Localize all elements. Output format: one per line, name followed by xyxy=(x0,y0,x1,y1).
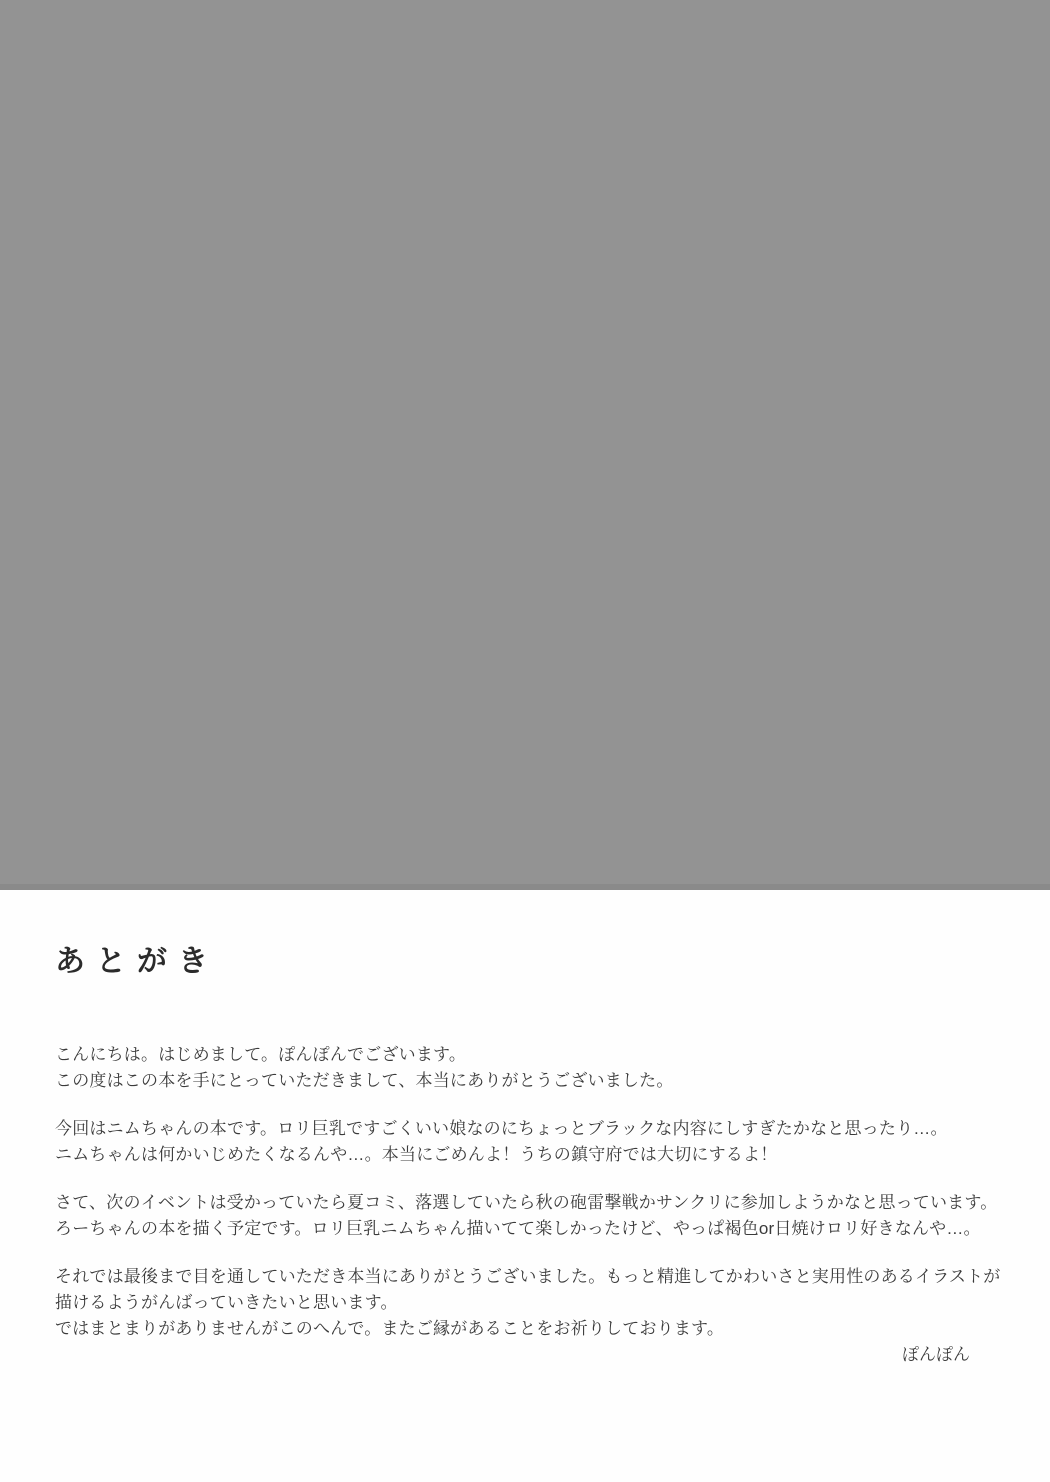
text-line: 描けるようがんばっていきたいと思います。 xyxy=(55,1293,398,1312)
text-line: ではまとまりがありませんがこのへんで。またご縁があることをお祈りしております。 xyxy=(55,1319,725,1338)
text-line: ろーちゃんの本を描く予定です。ロリ巨乳ニムちゃん描いてて楽しかったけど、やっぱ褐色or日焼けロリ好きなんや…。 xyxy=(55,1219,981,1238)
text-line: ニムちゃんは何かいじめたくなるんや…。本当にごめんよ！うちの鎮守府では大切にするよ！ xyxy=(55,1145,778,1164)
afterword-paragraph-closing xyxy=(55,1264,1001,1342)
author-signature: ぽんぽん xyxy=(902,1345,970,1364)
afterword-paragraph-next-event xyxy=(55,1190,998,1242)
text-line: それでは最後まで目を通していただき本当にありがとうございました。もっと精進してかわいさと実用性のあるイラストが xyxy=(55,1267,1001,1286)
afterword-paragraph-greeting xyxy=(55,1042,995,1094)
afterword-title: あとがき xyxy=(55,945,219,978)
text-line: 今回はニムちゃんの本です。ロリ巨乳ですごくいい娘なのにちょっとブラックな内容にしすぎたかなと思ったり…。 xyxy=(55,1119,948,1138)
text-line: さて、次のイベントは受かっていたら夏コミ、落選していたら秋の砲雷撃戦かサンクリに参加しようかなと思っています。 xyxy=(55,1193,998,1212)
afterword-paragraph-about-book xyxy=(55,1116,995,1168)
text-line: こんにちは。はじめまして。ぽんぽんでございます。 xyxy=(55,1045,467,1064)
text-line: この度はこの本を手にとっていただきまして、本当にありがとうございました。 xyxy=(55,1071,674,1090)
afterword-content xyxy=(0,946,1050,1368)
